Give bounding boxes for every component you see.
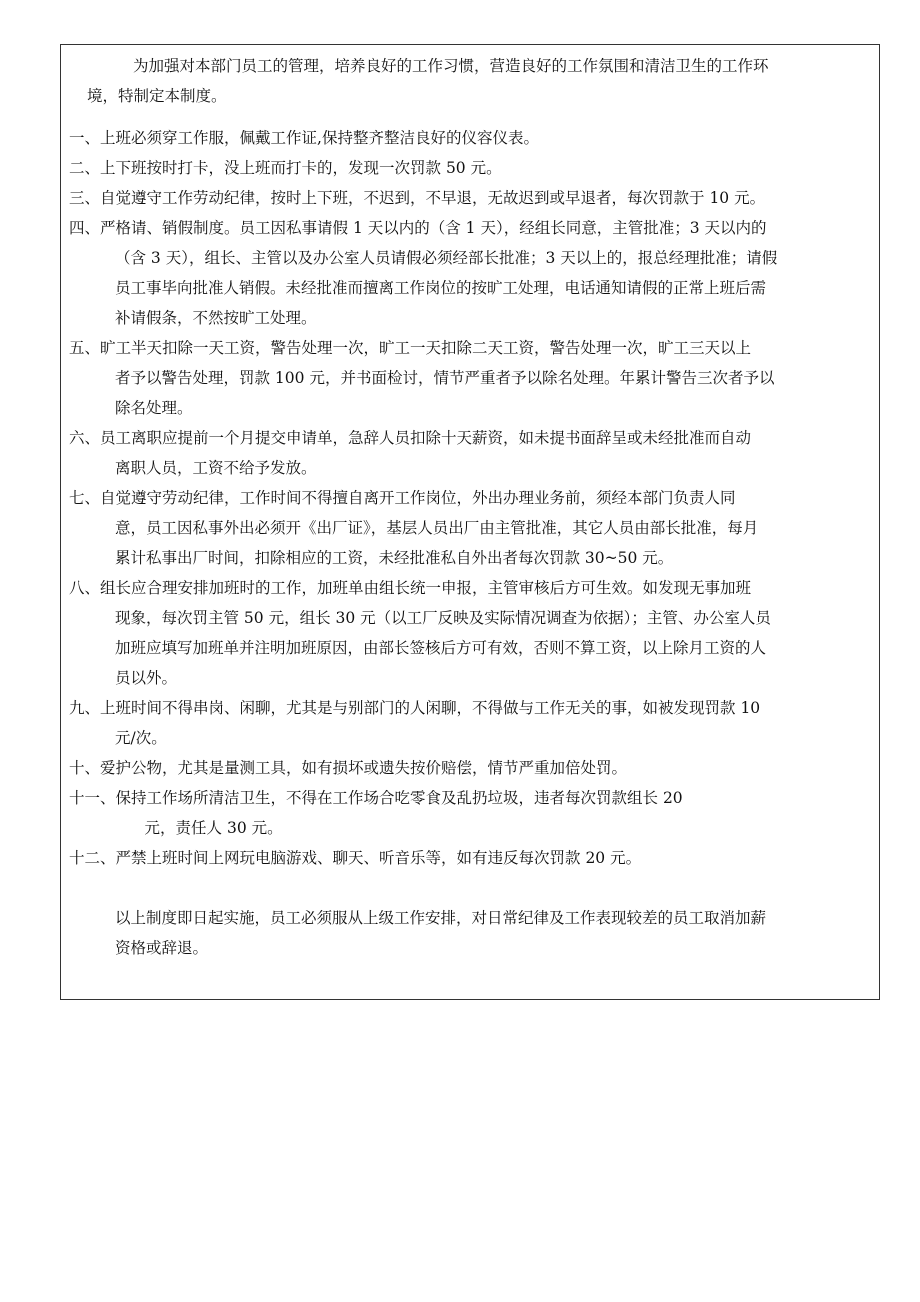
rule-first-line	[69, 783, 879, 813]
closing-line-2: 资格或辞退。	[115, 939, 209, 957]
rule-number: 六、	[69, 429, 101, 447]
rule-item	[69, 333, 879, 423]
rule-first-line	[69, 483, 879, 513]
rule-number: 五、	[69, 339, 101, 357]
rule-item	[69, 843, 879, 873]
rule-first-line	[69, 843, 879, 873]
rule-first-line	[69, 153, 879, 183]
rule-text: 爱护公物，尤其是量测工具，如有损坏或遗失按价赔偿，情节严重加倍处罚。	[100, 759, 628, 777]
rule-item	[69, 423, 879, 483]
rule-number: 十、	[69, 759, 101, 777]
rule-text: 员工离职应提前一个月提交申请单，急辞人员扣除十天薪资，如未提书面辞呈或未经批准而自动	[100, 429, 752, 447]
rule-text: 上班必须穿工作服，佩戴工作证,保持整齐整洁良好的仪容仪表。	[100, 129, 539, 147]
rule-first-line	[69, 183, 879, 213]
rule-first-line	[69, 753, 879, 783]
rule-text: 上下班按时打卡，没上班而打卡的，发现一次罚款 50 元。	[100, 159, 502, 177]
closing-line-1: 以上制度即日起实施，员工必须服从上级工作安排，对日常纪律及工作表现较差的员工取消加薪	[115, 909, 767, 927]
rule-text: 自觉遵守工作劳动纪律，按时上下班，不迟到，不早退，无故迟到或早退者，每次罚款于 10 元。	[100, 189, 766, 207]
rule-continuation-line: 累计私事出厂时间，扣除相应的工资，未经批准私自外出者每次罚款 30~50 元。	[115, 549, 674, 567]
rule-continuation-line: 加班应填写加班单并注明加班原因，由部长签核后方可有效，否则不算工资，以上除月工资的人	[115, 639, 767, 657]
rule-first-line	[69, 213, 879, 243]
rule-text: 上班时间不得串岗、闲聊，尤其是与别部门的人闲聊，不得做与工作无关的事，如被发现罚款 10	[100, 699, 761, 717]
rule-text: 旷工半天扣除一天工资，警告处理一次，旷工一天扣除二天工资，警告处理一次，旷工三天以上	[100, 339, 752, 357]
rule-continuation-line: 除名处理。	[115, 399, 193, 417]
document-content	[69, 51, 879, 963]
rule-first-line	[69, 573, 879, 603]
rule-item	[69, 153, 879, 183]
rule-number: 十一、	[69, 789, 116, 807]
rule-item	[69, 183, 879, 213]
rule-continuation-line: （含 3 天），组长、主管以及办公室人员请假必须经部长批准；3 天以上的，报总经理批准；请假	[115, 249, 778, 267]
rule-number: 十二、	[69, 849, 116, 867]
closing-paragraph	[69, 903, 879, 963]
rules-list	[69, 123, 879, 873]
intro-line-1: 为加强对本部门员工的管理，培养良好的工作习惯，营造良好的工作氛围和清洁卫生的工作环	[133, 57, 769, 75]
rule-number: 四、	[69, 219, 101, 237]
rule-first-line	[69, 693, 879, 723]
rule-number: 七、	[69, 489, 101, 507]
rule-continuation-line: 离职人员，工资不给予发放。	[115, 459, 317, 477]
intro-paragraph	[69, 51, 879, 111]
rule-text: 保持工作场所清洁卫生，不得在工作场合吃零食及乱扔垃圾，违者每次罚款组长 20	[115, 789, 683, 807]
rule-continuation-line: 元，责任人 30 元。	[115, 819, 283, 837]
rule-number: 三、	[69, 189, 101, 207]
rule-item	[69, 213, 879, 333]
rule-continuation-line: 元/次。	[115, 729, 167, 747]
rule-number: 九、	[69, 699, 101, 717]
rule-text: 严格请、销假制度。员工因私事请假 1 天以内的（含 1 天），经组长同意，主管批准；3 天以内的	[100, 219, 767, 237]
rule-item	[69, 753, 879, 783]
rule-text: 严禁上班时间上网玩电脑游戏、聊天、听音乐等，如有违反每次罚款 20 元。	[115, 849, 642, 867]
rule-item	[69, 483, 879, 573]
rule-item	[69, 573, 879, 693]
rule-number: 一、	[69, 129, 101, 147]
rule-first-line	[69, 123, 879, 153]
spacer	[69, 873, 879, 903]
rule-text: 自觉遵守劳动纪律，工作时间不得擅自离开工作岗位，外出办理业务前，须经本部门负责人同	[100, 489, 736, 507]
rule-item	[69, 123, 879, 153]
rule-number: 二、	[69, 159, 101, 177]
rule-item	[69, 783, 879, 843]
rule-text: 组长应合理安排加班时的工作，加班单由组长统一申报，主管审核后方可生效。如发现无事加班	[100, 579, 752, 597]
rule-continuation-line: 者予以警告处理，罚款 100 元，并书面检讨，情节严重者予以除名处理。年累计警告三次者予以	[115, 369, 775, 387]
rule-item	[69, 693, 879, 753]
rule-number: 八、	[69, 579, 101, 597]
rule-continuation-line: 现象，每次罚主管 50 元，组长 30 元（以工厂反映及实际情况调查为依据）；主管、办公室人员	[115, 609, 771, 627]
rule-first-line	[69, 423, 879, 453]
rule-first-line	[69, 333, 879, 363]
intro-line-2: 境，特制定本制度。	[87, 87, 227, 105]
rule-continuation-line: 员工事毕向批准人销假。未经批准而擅离工作岗位的按旷工处理，电话通知请假的正常上班后需	[115, 279, 767, 297]
document-frame	[60, 44, 880, 1000]
rule-continuation-line: 员以外。	[115, 669, 178, 687]
rule-continuation-line: 意，员工因私事外出必须开《出厂证》，基层人员出厂由主管批准，其它人员由部长批准，每月	[115, 519, 759, 537]
rule-continuation-line: 补请假条，不然按旷工处理。	[115, 309, 317, 327]
